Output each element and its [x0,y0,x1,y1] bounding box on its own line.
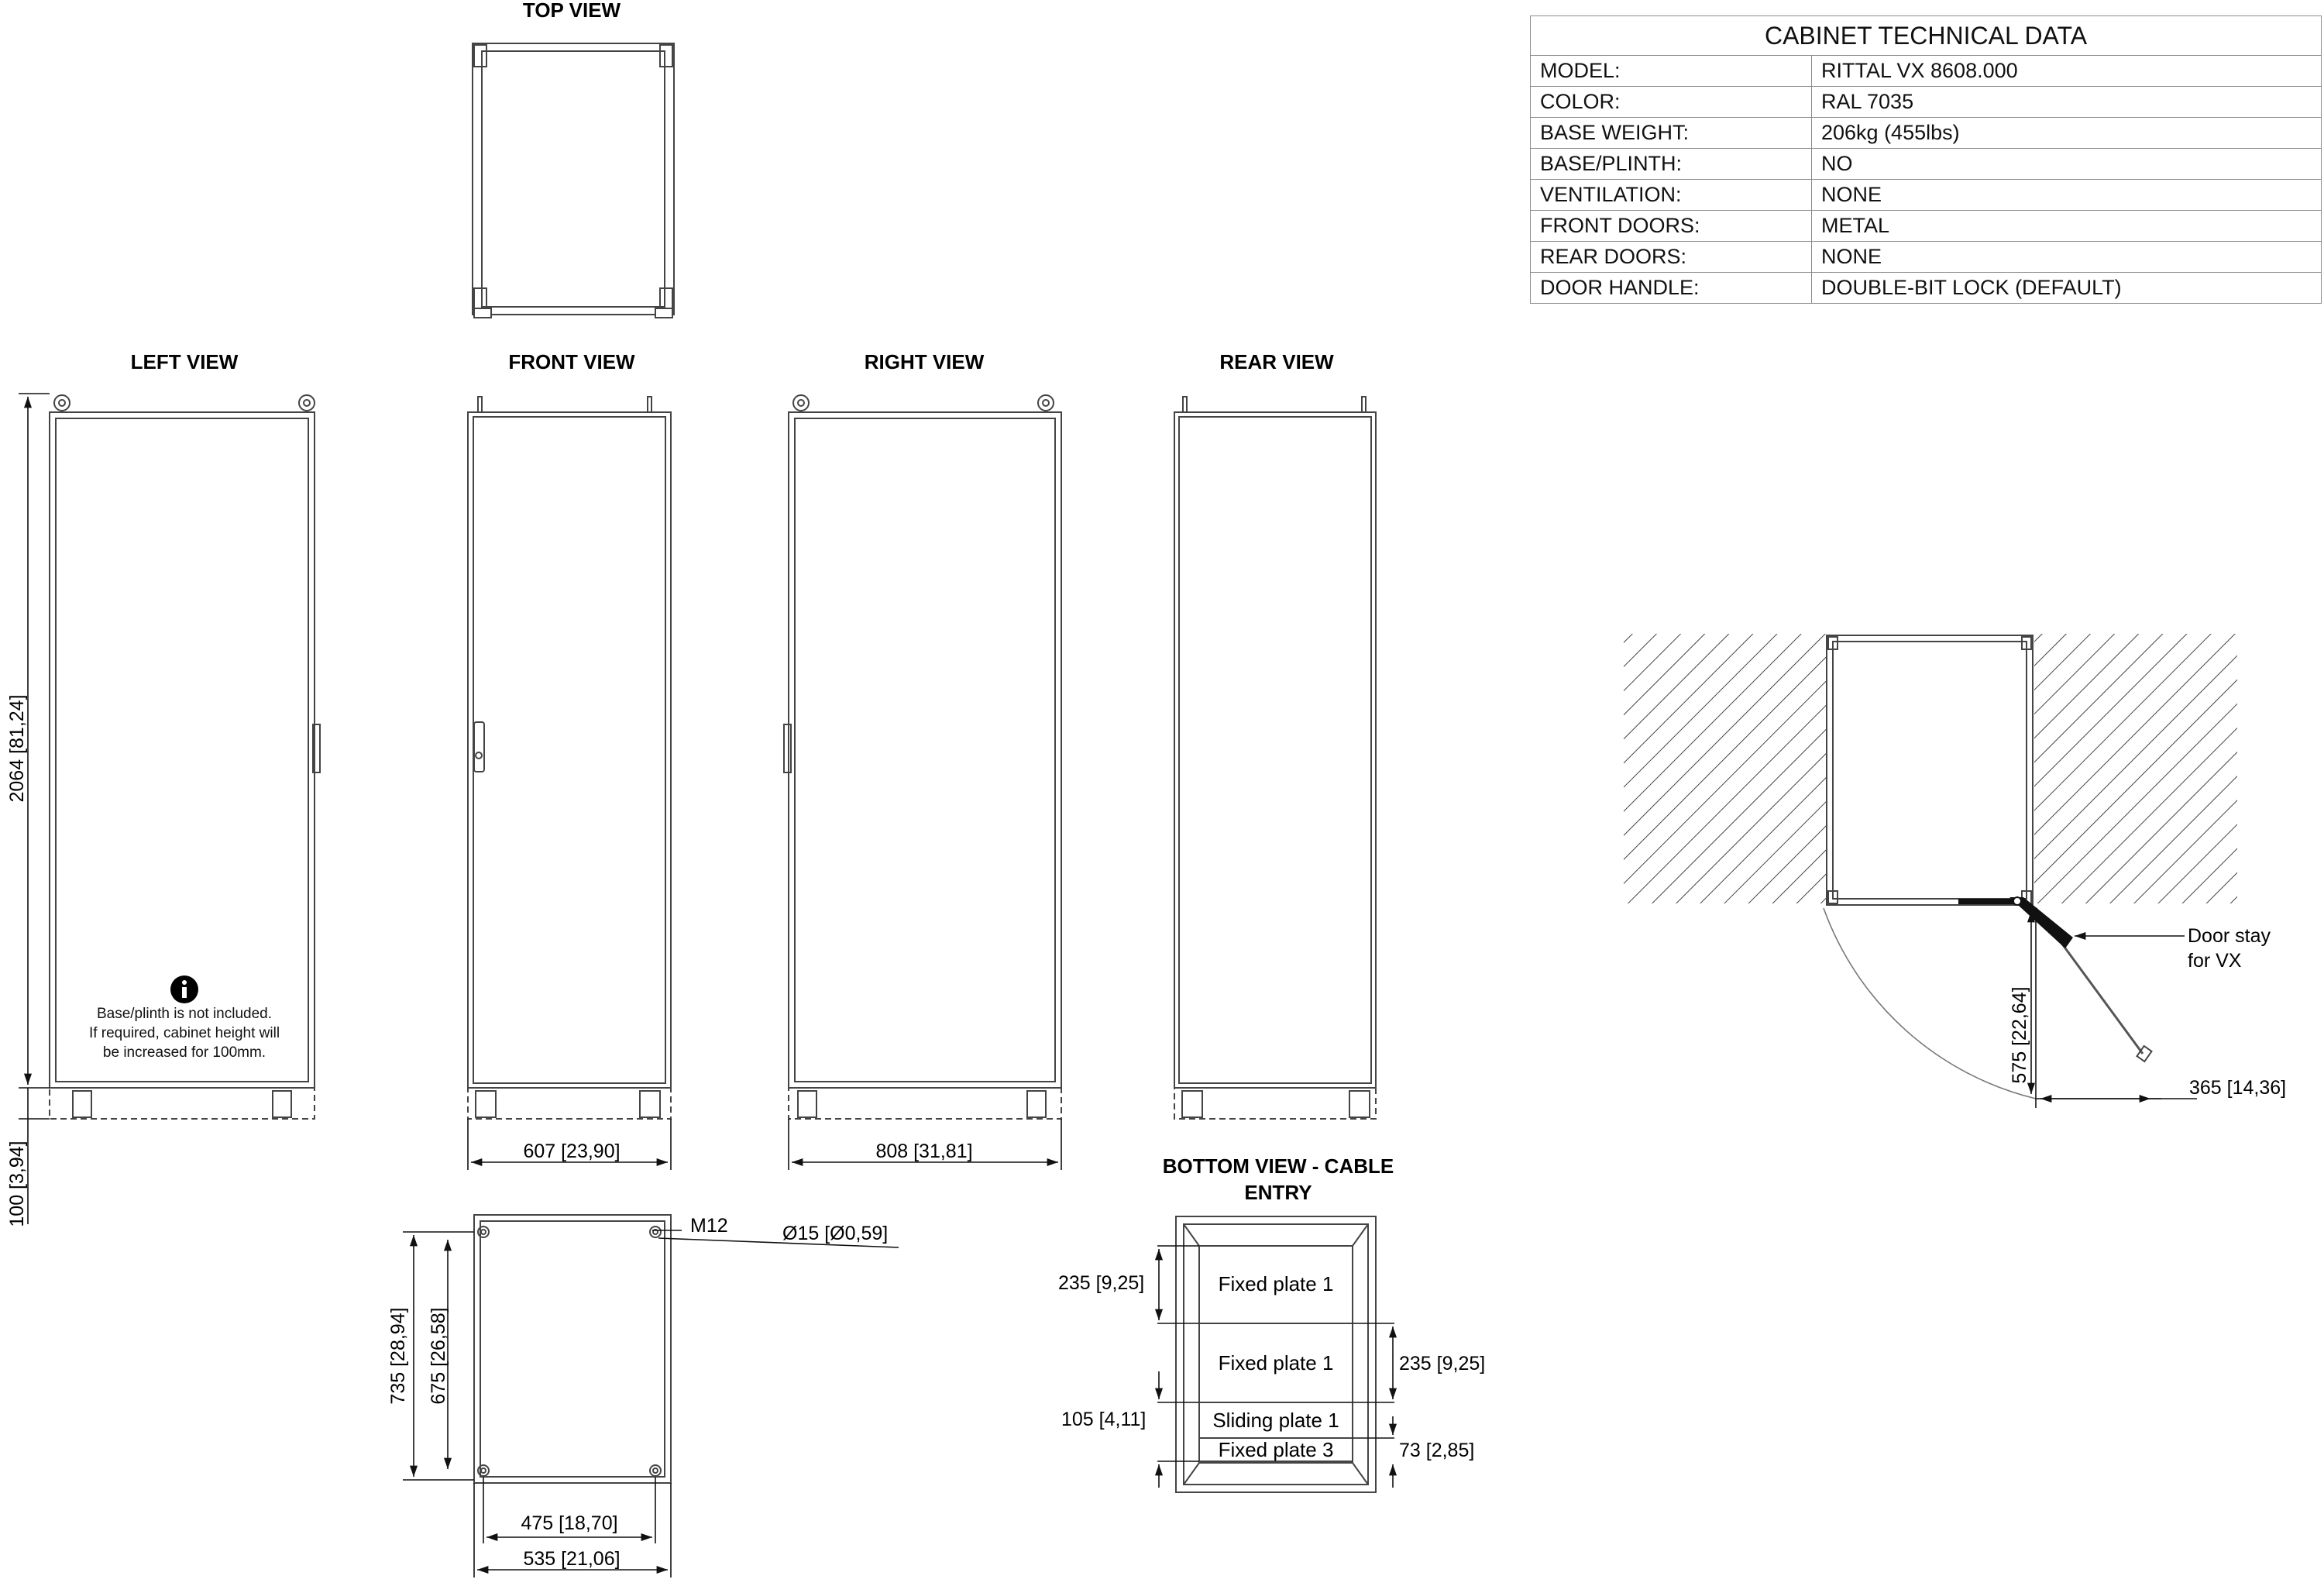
plinth-note-line1: Base/plinth is not included. [96,1006,273,1022]
label-thread: M12 [690,1215,728,1237]
row-label: BASE/PLINTH: [1531,149,1812,180]
table-row [1531,180,2322,211]
row-label: REAR DOORS: [1531,242,1812,273]
front-view-cabinet [468,397,671,1119]
row-value: NONE [1812,242,2322,273]
dim-footprint-w-inner: 475 [18,70] [521,1512,618,1534]
right-view-cabinet [784,395,1061,1119]
plate-sliding-1: Sliding plate 1 [1212,1409,1339,1432]
row-value: 206kg (455lbs) [1812,118,2322,149]
plinth-note-line3: be increased for 100mm. [102,1044,266,1061]
row-value: METAL [1812,211,2322,242]
table-row [1531,211,2322,242]
row-label: COLOR: [1531,87,1812,118]
row-label: MODEL: [1531,56,1812,87]
row-value: DOUBLE-BIT LOCK (DEFAULT) [1812,273,2322,304]
dim-footprint-outer: 735 [28,94] [387,1307,409,1405]
table-row [1531,149,2322,180]
plinth-note [46,1004,322,1062]
table-row [1531,242,2322,273]
dim-plate-d: 73 [2,85] [1399,1440,1475,1461]
table-row [1531,273,2322,304]
plate-fixed-1-middle: Fixed plate 1 [1218,1351,1334,1375]
table-title: CABINET TECHNICAL DATA [1531,16,2322,56]
dim-plate-b: 235 [9,25] [1399,1353,1486,1375]
dim-footprint-w-outer: 535 [21,06] [523,1548,621,1570]
plate-fixed-1-top: Fixed plate 1 [1218,1272,1334,1295]
table-row [1531,118,2322,149]
dim-door-x: 365 [14,36] [2189,1077,2287,1099]
dim-footprint-inner: 675 [26,58] [428,1307,449,1405]
plate-fixed-3: Fixed plate 3 [1218,1438,1334,1461]
footprint-plan [474,1215,671,1483]
dim-side-depth: 808 [31,81] [875,1141,973,1162]
left-view-title: LEFT VIEW [130,350,239,373]
row-value: RITTAL VX 8608.000 [1812,56,2322,87]
front-view-title: FRONT VIEW [508,350,635,373]
top-view-cabinet [473,43,674,318]
technical-data-table [1530,15,2322,304]
table-row [1531,56,2322,87]
dim-height: 2064 [81,24] [6,694,28,803]
door-clearance-plan [1624,634,2237,1099]
plinth-note-line2: If required, cabinet height will [88,1025,280,1041]
rear-view-title: REAR VIEW [1219,350,1334,373]
row-value: NONE [1812,180,2322,211]
dim-plate-a: 235 [9,25] [1058,1272,1145,1294]
door-stay-label-line2: for VX [2188,950,2242,972]
table-row [1531,87,2322,118]
row-label: BASE WEIGHT: [1531,118,1812,149]
dim-plate-c: 105 [4,11] [1061,1409,1147,1430]
door-stay-label-line1: Door stay [2188,925,2271,947]
top-view-title: TOP VIEW [522,0,621,22]
info-icon [170,975,198,1003]
row-label: DOOR HANDLE: [1531,273,1812,304]
right-view-title: RIGHT VIEW [864,350,985,373]
row-value: RAL 7035 [1812,87,2322,118]
rear-view-cabinet [1174,397,1376,1119]
label-hole-dia: Ø15 [Ø0,59] [782,1223,889,1244]
dim-front-width: 607 [23,90] [523,1141,621,1162]
bottom-view-title-line1: BOTTOM VIEW - CABLE [1162,1154,1394,1178]
row-label: FRONT DOORS: [1531,211,1812,242]
row-value: NO [1812,149,2322,180]
dim-plinth: 100 [3,94] [6,1141,28,1227]
bottom-view-title-line2: ENTRY [1244,1181,1312,1204]
dim-door-y: 575 [22,64] [2009,986,2030,1084]
row-label: VENTILATION: [1531,180,1812,211]
